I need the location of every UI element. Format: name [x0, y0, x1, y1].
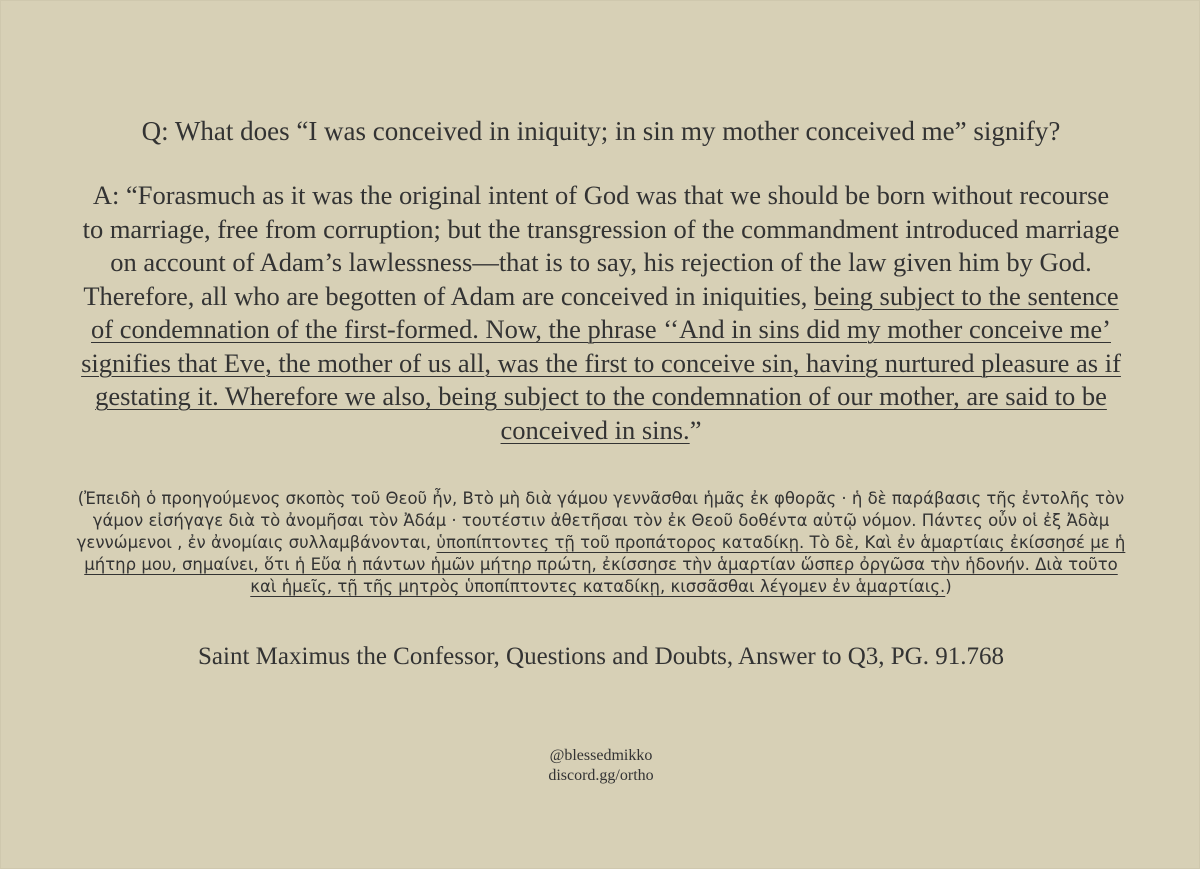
credits — [1, 746, 1200, 786]
greek-plain-text: Ἐπειδὴ ὁ προηγούμενος σκοπὸς τοῦ Θεοῦ ἦν, Βτὸ μὴ διὰ γάμου γεννᾶσθαι ἡμᾶς ἐκ φθορᾶς · ἡ δὲ παράβασις τῆς ἐντολῆς τὸν γάμον εἰσήγαγε διὰ τὸ ἀνομῆσαι τὸν Ἀδάμ · τουτέστιν ἀθετῆσαι τὸν ἐκ Θεοῦ δοθέντα αὐτῷ νόμον. Πάντες οὖν οἱ ἐξ Ἀδὰμ γεννώμενοι , ἐν ἀνομίαις συλλαμβάνονται, — [76, 489, 1125, 552]
greek-underlined-text: ὑποπίπτοντες τῇ τοῦ προπάτορος καταδίκῃ. Τὸ δὲ, Καὶ ἐν ἁμαρτίαις ἐκίσσησέ με ἡ μήτηρ μου, σημαίνει, ὅτι ἡ Εὔα ἡ πάντων ἡμῶν μήτηρ πρώτη, ἐκίσσησε τὴν ἁμαρτίαν ὥσπερ ὀργῶσα τὴν ἡδονήν. Διὰ τοῦτο καὶ ἡμεῖς, τῇ τῆς μητρὸς ὑποπίπτοντες καταδίκῃ, κισσᾶσθαι λέγομεν ἐν ἁμαρτίαις. — [84, 533, 1126, 596]
question-text: Q: What does “I was conceived in iniquity; in sin my mother conceived me” signify? — [141, 116, 1061, 146]
answer-underlined-text: being subject to the sentence of condemnation of the first-formed. Now, the phrase ‘‘And in sins did my mother conceive me’ signifies that Eve, the mother of us all, was the first to conceive sin, having nurtured pleasure as if gestating it. Wherefore we also, being subject to the condemnation of our mother, are said to be conceived in sins. — [81, 280, 1121, 445]
answer-plain-text: A: “Forasmuch as it was the original intent of God was that we should be born without recourse to marriage, free from corruption; but the transgression of the commandment introduced marriage on account of Adam’s lawlessness—that is to say, his rejection of the law given him by God. Therefore, all who are begotten of Adam are conceived in iniquities, — [82, 180, 1120, 311]
answer-paragraph — [81, 179, 1121, 447]
greek-open-paren: ( — [77, 489, 85, 508]
citation: Saint Maximus the Confessor, Questions and Doubts, Answer to Q3, PG. 91.768 — [198, 643, 1004, 670]
greek-close-paren: ) — [945, 577, 952, 596]
answer-closing-quote: ” — [689, 414, 702, 445]
greek-original-text — [71, 488, 1131, 598]
credit-handle: @blessedmikko — [549, 747, 653, 764]
credit-server: discord.gg/ortho — [548, 767, 654, 784]
